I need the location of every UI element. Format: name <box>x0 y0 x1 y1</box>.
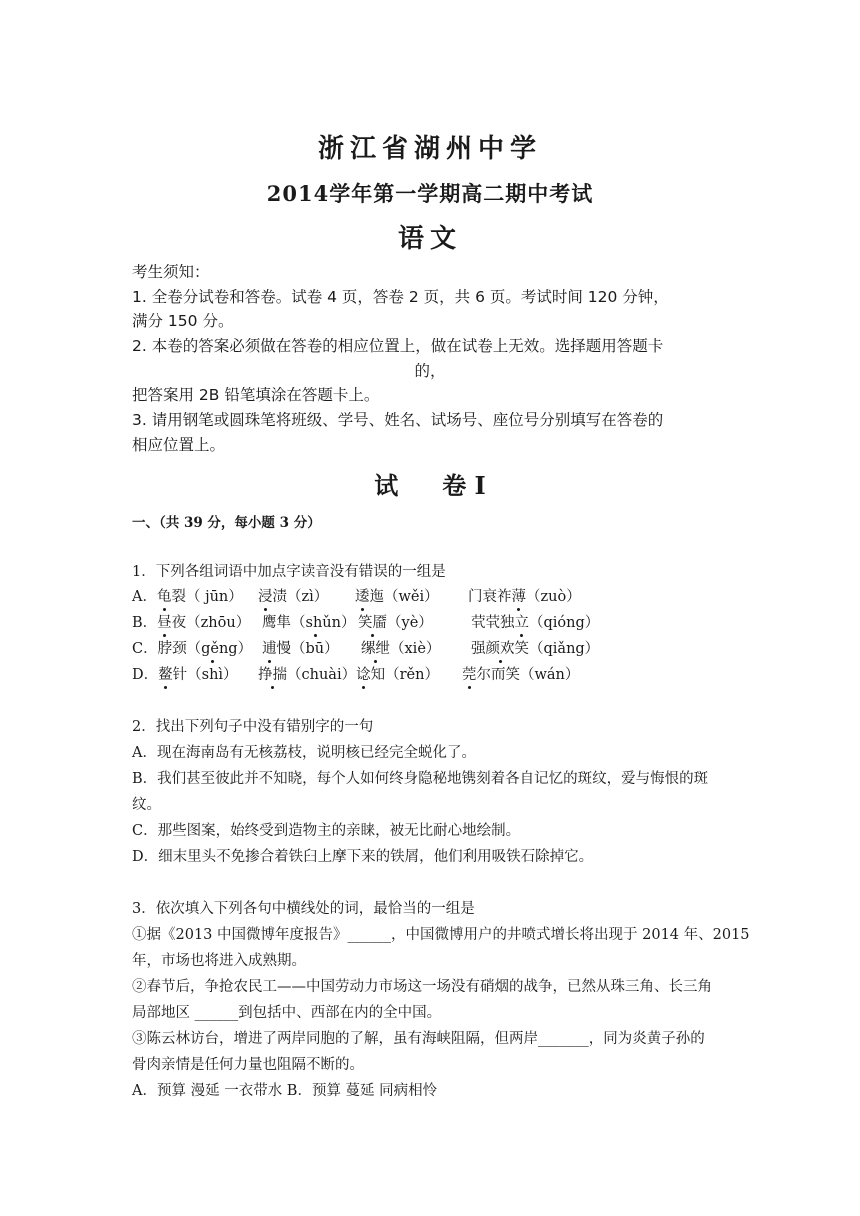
option-a <box>132 587 243 607</box>
dotted-char: 立 <box>514 615 529 631</box>
dotted-char: 逋 <box>262 641 277 657</box>
option-d <box>132 665 238 685</box>
dotted-char: 浸 <box>258 589 273 605</box>
sentence-1-continued: 年，市场也将进入成熟期。 <box>132 953 306 969</box>
option-text: 迤（wěi） <box>369 589 439 605</box>
part-title-b: 卷 I <box>442 471 486 500</box>
question-stem: 1．下列各组词语中加点字读音没有错误的一组是 <box>132 564 446 580</box>
sentence-1: ①据《2013 中国微博年度报告》______，中国微博用户的井喷式增长将出现于 2014 年、2015 <box>132 927 750 943</box>
option-b-continued: 纹。 <box>132 797 161 813</box>
sentence-2: ②春节后，争抢农民工——中国劳动力市场这一场没有硝烟的战争，已然从珠三角、长三角 <box>132 979 712 995</box>
option-text: 尔而笑（wán） <box>476 667 580 683</box>
notice-line-7: 相应位置上。 <box>132 436 226 454</box>
option-b-term-3 <box>358 613 433 633</box>
dotted-char: 隼（shǔn） <box>276 615 356 631</box>
option-text: （qiǎng） <box>529 641 600 657</box>
dotted-char: 昼 <box>157 615 172 631</box>
option-a-term-3 <box>355 587 439 607</box>
option-c: C．那些图案，始终受到造物主的亲睐，被无比耐心地绘制。 <box>132 823 521 839</box>
question-stem: 2．找出下列句子中没有错别字的一句 <box>132 719 374 735</box>
option-text: （qióng） <box>529 615 600 631</box>
part-title <box>0 466 860 501</box>
dotted-char: 逶 <box>355 589 370 605</box>
option-text: 慢（bū） <box>276 641 339 657</box>
dotted-char: 挣揣 <box>258 667 287 683</box>
option-d-term-2 <box>258 665 439 685</box>
option-text: 鹰 <box>262 615 277 631</box>
sentence-2-continued: 局部地区 ______到包括中、西部在内的全中国。 <box>132 1005 442 1021</box>
dotted-char: 莞 <box>462 667 477 683</box>
notice-line-3: 2. 本卷的答案必须做在答卷的相应位置上，做在试卷上无效。选择题用答题卡 <box>132 337 664 355</box>
dotted-char: 鳌 <box>158 667 173 683</box>
option-text: （zuò） <box>526 589 581 605</box>
school-title: 浙江省湖州中学 <box>317 134 542 164</box>
answer-options: A．预算 漫延 一衣带水 B．预算 蔓延 同病相怜 <box>132 1083 438 1099</box>
question-stem: 3．依次填入下列各句中横线处的词，最恰当的一组是 <box>132 901 475 917</box>
option-text: 裂（ jūn） <box>171 589 243 605</box>
exam-title: 2014学年第一学期高二期中考试 <box>266 181 594 206</box>
notice-line-4: 的， <box>414 362 446 380</box>
part-title-a: 试 <box>374 471 399 500</box>
option-c-term-3 <box>361 639 440 659</box>
dotted-char: 缧绁 <box>361 641 390 657</box>
sentence-3: ③陈云林访台，增进了两岸同胞的了解，虽有海峡阻隔，但两岸_______，同为炎黄子孙的 <box>132 1031 705 1047</box>
option-letter: B． <box>132 615 158 631</box>
dotted-char: 谂 <box>356 667 371 683</box>
option-letter: C． <box>132 641 158 657</box>
option-d-term-4 <box>462 665 579 685</box>
subject-title: 语文 <box>397 224 462 254</box>
dotted-char: 薄 <box>511 589 526 605</box>
option-text: 渍（zì） <box>272 589 329 605</box>
option-a-term-2 <box>258 587 328 607</box>
option-d: D．细末里头不免掺合着铁臼上摩下来的铁屑，他们利用吸铁石除掉它。 <box>132 849 594 865</box>
option-b: B．我们甚至彼此并不知晓，每个人如何终身隐秘地镌刻着各自记忆的斑纹，爱与悔恨的斑 <box>132 771 709 787</box>
option-text: 夜（zhōu） <box>171 615 251 631</box>
option-a: A．现在海南岛有无核荔枝，说明核已经完全蜕化了。 <box>132 745 476 761</box>
option-c-term-2 <box>262 639 339 659</box>
notice-line-2: 满分 150 分。 <box>132 312 234 330</box>
dotted-char: 龟 <box>156 589 172 605</box>
option-text: （chuài） <box>287 667 357 683</box>
dotted-char: 笑靥 <box>358 615 387 631</box>
notice-line-5: 把答案用 2B 铅笔填涂在答题卡上。 <box>132 386 380 404</box>
option-text: （yè） <box>387 615 433 631</box>
option-letter: A． <box>132 589 157 605</box>
option-text: 知（rěn） <box>370 667 439 683</box>
sentence-3-continued: 骨肉亲情是任何力量也阻隔不断的。 <box>132 1057 364 1073</box>
option-text: 针（shì） <box>172 667 238 683</box>
option-text: 茕茕独 <box>471 615 515 631</box>
option-c <box>132 639 252 659</box>
option-a-term-4 <box>468 587 581 607</box>
option-text: （xiè） <box>390 641 441 657</box>
option-b-term-4 <box>471 613 599 633</box>
option-c-term-4 <box>471 639 599 659</box>
option-text: 脖 <box>157 641 173 657</box>
notice-line-6: 3. 请用钢笔或圆珠笔将班级、学号、姓名、试场号、座位号分别填写在答卷的 <box>132 411 664 429</box>
notice-line-1: 1. 全卷分试卷和答卷。试卷 4 页，答卷 2 页，共 6 页。考试时间 120 分钟， <box>132 288 669 306</box>
notice-heading: 考生须知： <box>132 263 210 281</box>
option-letter: D． <box>132 667 159 683</box>
option-b <box>132 613 250 633</box>
option-b-term-2 <box>262 613 355 633</box>
section-heading: 一、（共 39 分，每小题 3 分） <box>132 515 321 531</box>
dotted-char: 强颜欢笑 <box>471 641 529 657</box>
option-text: 门衰祚 <box>468 589 512 605</box>
dotted-char: 颈（gěng） <box>172 641 253 657</box>
